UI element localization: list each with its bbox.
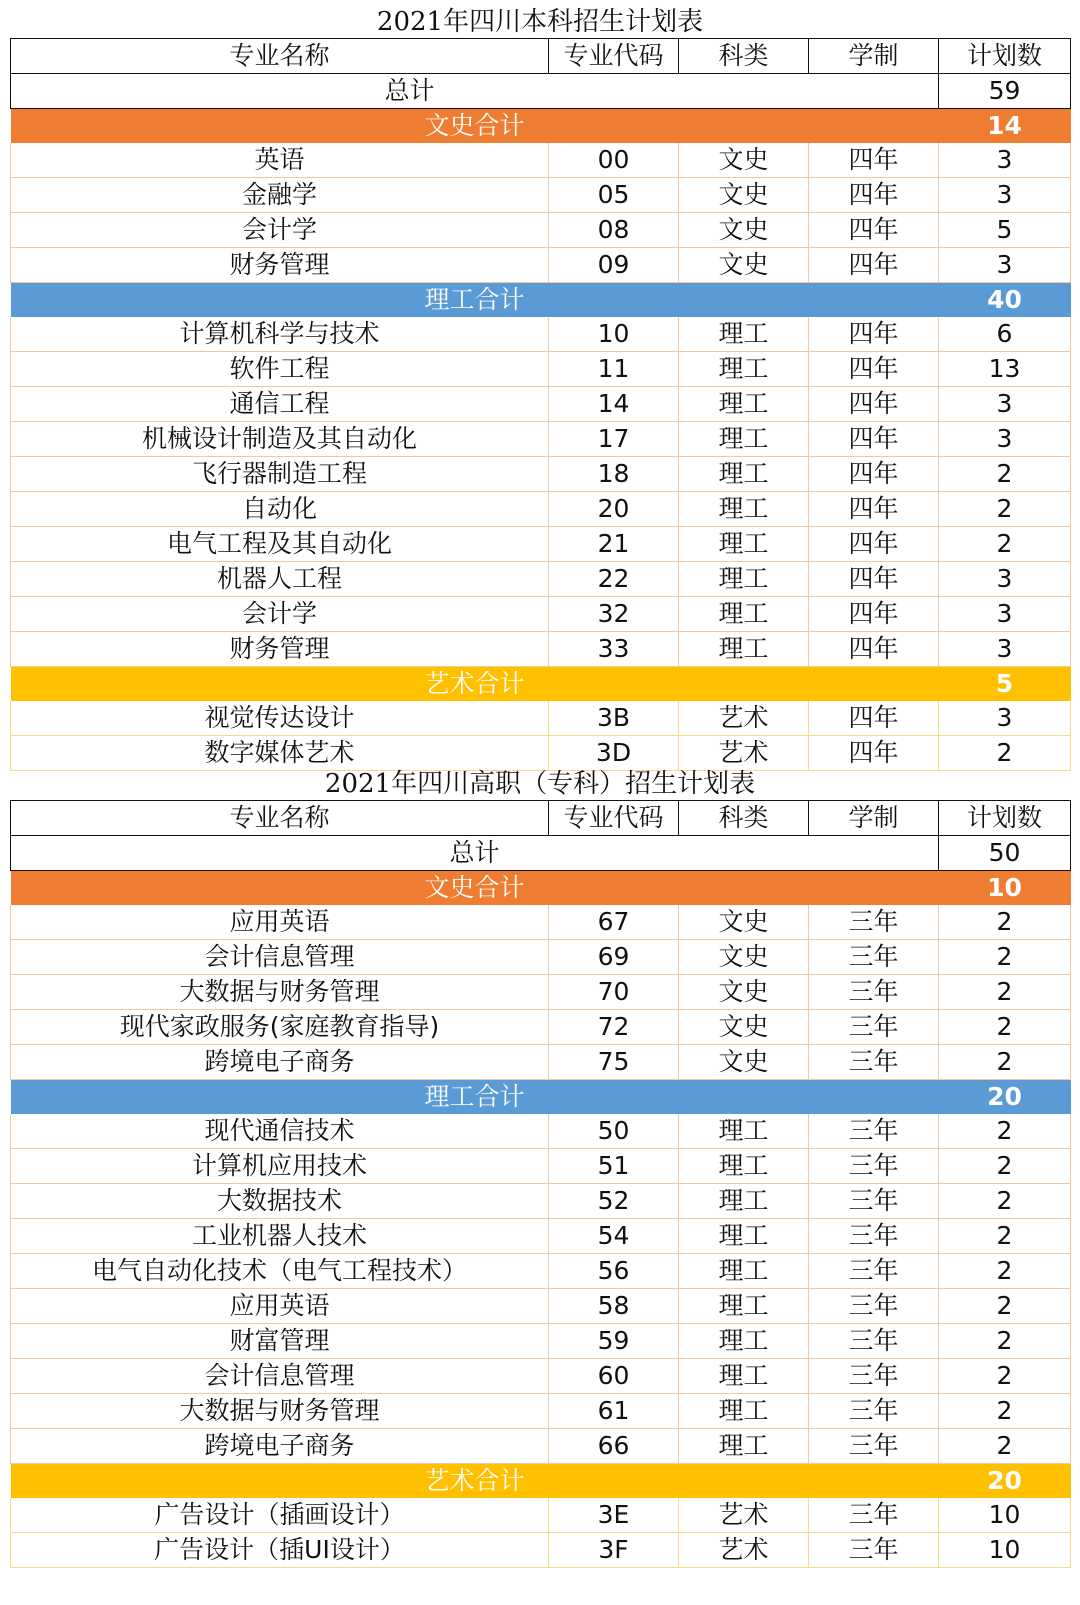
- major-code-cell: 51: [549, 1149, 679, 1184]
- plan-count-cell: 3: [939, 701, 1071, 736]
- major-code-cell: 10: [549, 317, 679, 352]
- major-code-cell: 70: [549, 975, 679, 1010]
- category-cell: 理工: [679, 422, 809, 457]
- plan-count-cell: 2: [939, 736, 1071, 771]
- duration-cell: 三年: [809, 1149, 939, 1184]
- undergrad-plan-block: [10, 0, 1070, 771]
- table-row: [11, 1324, 1071, 1359]
- plan-count-cell: 2: [939, 905, 1071, 940]
- group-summary-row: [11, 109, 1071, 144]
- table-row: [11, 387, 1071, 422]
- duration-cell: 四年: [809, 213, 939, 248]
- major-name-cell: 会计信息管理: [11, 1359, 549, 1394]
- major-name-cell: 跨境电子商务: [11, 1045, 549, 1080]
- major-name-cell: 软件工程: [11, 352, 549, 387]
- table-row: [11, 562, 1071, 597]
- category-cell: 理工: [679, 1254, 809, 1289]
- major-code-cell: 67: [549, 905, 679, 940]
- duration-cell: 三年: [809, 1045, 939, 1080]
- major-code-cell: 00: [549, 143, 679, 178]
- major-name-cell: 通信工程: [11, 387, 549, 422]
- table-row: [11, 422, 1071, 457]
- major-name-cell: 数字媒体艺术: [11, 736, 549, 771]
- group-label: 艺术合计: [11, 667, 939, 702]
- major-name-cell: 财务管理: [11, 632, 549, 667]
- group-count: 20: [939, 1464, 1071, 1499]
- group-count: 14: [939, 109, 1071, 144]
- duration-cell: 四年: [809, 457, 939, 492]
- category-cell: 理工: [679, 1219, 809, 1254]
- major-name-cell: 电气工程及其自动化: [11, 527, 549, 562]
- group-label: 理工合计: [11, 1080, 939, 1115]
- duration-cell: 四年: [809, 492, 939, 527]
- plan-count-cell: 3: [939, 562, 1071, 597]
- table-row: [11, 1533, 1071, 1568]
- header-category: 科类: [679, 39, 809, 74]
- plan-count-cell: 3: [939, 248, 1071, 283]
- major-code-cell: 52: [549, 1184, 679, 1219]
- table-row: [11, 1359, 1071, 1394]
- major-name-cell: 大数据与财务管理: [11, 975, 549, 1010]
- duration-cell: 四年: [809, 143, 939, 178]
- duration-cell: 四年: [809, 422, 939, 457]
- undergrad-plan-table: [10, 38, 1071, 771]
- plan-count-cell: 3: [939, 143, 1071, 178]
- plan-count-cell: 2: [939, 492, 1071, 527]
- duration-cell: 三年: [809, 1324, 939, 1359]
- plan-count-cell: 2: [939, 975, 1071, 1010]
- major-code-cell: 21: [549, 527, 679, 562]
- major-name-cell: 财务管理: [11, 248, 549, 283]
- duration-cell: 三年: [809, 905, 939, 940]
- plan-count-cell: 13: [939, 352, 1071, 387]
- duration-cell: 四年: [809, 387, 939, 422]
- major-name-cell: 广告设计（插画设计）: [11, 1498, 549, 1533]
- major-code-cell: 17: [549, 422, 679, 457]
- plan-count-cell: 2: [939, 457, 1071, 492]
- duration-cell: 四年: [809, 248, 939, 283]
- major-code-cell: 3F: [549, 1533, 679, 1568]
- duration-cell: 四年: [809, 562, 939, 597]
- plan-count-cell: 3: [939, 597, 1071, 632]
- table-row: [11, 1149, 1071, 1184]
- category-cell: 理工: [679, 1289, 809, 1324]
- plan-count-cell: 2: [939, 1394, 1071, 1429]
- header-duration: 学制: [809, 39, 939, 74]
- major-code-cell: 05: [549, 178, 679, 213]
- header-duration: 学制: [809, 801, 939, 836]
- group-summary-row: [11, 871, 1071, 906]
- duration-cell: 三年: [809, 1254, 939, 1289]
- header-major-code: 专业代码: [549, 39, 679, 74]
- table-row: [11, 975, 1071, 1010]
- major-code-cell: 22: [549, 562, 679, 597]
- group-label: 艺术合计: [11, 1464, 939, 1499]
- table-row: [11, 1498, 1071, 1533]
- category-cell: 艺术: [679, 1533, 809, 1568]
- category-cell: 理工: [679, 457, 809, 492]
- duration-cell: 三年: [809, 1289, 939, 1324]
- category-cell: 艺术: [679, 1498, 809, 1533]
- major-name-cell: 财富管理: [11, 1324, 549, 1359]
- table-row: [11, 1010, 1071, 1045]
- category-cell: 理工: [679, 562, 809, 597]
- major-name-cell: 机器人工程: [11, 562, 549, 597]
- major-code-cell: 3B: [549, 701, 679, 736]
- major-code-cell: 3D: [549, 736, 679, 771]
- table-row: [11, 527, 1071, 562]
- duration-cell: 四年: [809, 317, 939, 352]
- table-row: [11, 492, 1071, 527]
- plan-count-cell: 2: [939, 1114, 1071, 1149]
- group-count: 10: [939, 871, 1071, 906]
- major-code-cell: 56: [549, 1254, 679, 1289]
- duration-cell: 四年: [809, 701, 939, 736]
- major-name-cell: 大数据技术: [11, 1184, 549, 1219]
- major-code-cell: 59: [549, 1324, 679, 1359]
- category-cell: 理工: [679, 352, 809, 387]
- category-cell: 文史: [679, 143, 809, 178]
- table-row: [11, 1045, 1071, 1080]
- table-row: [11, 701, 1071, 736]
- major-code-cell: 54: [549, 1219, 679, 1254]
- major-code-cell: 33: [549, 632, 679, 667]
- group-count: 5: [939, 667, 1071, 702]
- major-code-cell: 11: [549, 352, 679, 387]
- plan-count-cell: 2: [939, 527, 1071, 562]
- major-code-cell: 60: [549, 1359, 679, 1394]
- table-row: [11, 1219, 1071, 1254]
- duration-cell: 四年: [809, 597, 939, 632]
- major-code-cell: 18: [549, 457, 679, 492]
- group-label: 文史合计: [11, 871, 939, 906]
- major-name-cell: 视觉传达设计: [11, 701, 549, 736]
- major-code-cell: 66: [549, 1429, 679, 1464]
- category-cell: 理工: [679, 387, 809, 422]
- group-count: 40: [939, 283, 1071, 318]
- major-name-cell: 会计学: [11, 597, 549, 632]
- major-name-cell: 英语: [11, 143, 549, 178]
- table-title: 2021年四川本科招生计划表: [376, 7, 704, 37]
- table-row: [11, 1114, 1071, 1149]
- table-row: [11, 317, 1071, 352]
- header-plan-count: 计划数: [939, 801, 1071, 836]
- plan-count-cell: 3: [939, 178, 1071, 213]
- category-cell: 理工: [679, 632, 809, 667]
- table-row: [11, 248, 1071, 283]
- plan-count-cell: 2: [939, 1184, 1071, 1219]
- category-cell: 理工: [679, 1394, 809, 1429]
- major-code-cell: 75: [549, 1045, 679, 1080]
- category-cell: 理工: [679, 492, 809, 527]
- major-code-cell: 69: [549, 940, 679, 975]
- duration-cell: 三年: [809, 1184, 939, 1219]
- plan-count-cell: 2: [939, 1045, 1071, 1080]
- total-row: [11, 836, 1071, 871]
- major-code-cell: 3E: [549, 1498, 679, 1533]
- table-row: [11, 597, 1071, 632]
- plan-count-cell: 10: [939, 1533, 1071, 1568]
- table-row: [11, 143, 1071, 178]
- duration-cell: 三年: [809, 1219, 939, 1254]
- total-count: 50: [939, 836, 1071, 871]
- category-cell: 文史: [679, 975, 809, 1010]
- plan-count-cell: 2: [939, 1429, 1071, 1464]
- plan-count-cell: 2: [939, 1289, 1071, 1324]
- major-name-cell: 应用英语: [11, 1289, 549, 1324]
- duration-cell: 三年: [809, 1533, 939, 1568]
- major-name-cell: 会计信息管理: [11, 940, 549, 975]
- table-row: [11, 213, 1071, 248]
- plan-count-cell: 2: [939, 1324, 1071, 1359]
- category-cell: 理工: [679, 1149, 809, 1184]
- category-cell: 理工: [679, 1359, 809, 1394]
- group-summary-row: [11, 1080, 1071, 1115]
- category-cell: 文史: [679, 178, 809, 213]
- plan-count-cell: 10: [939, 1498, 1071, 1533]
- table-title: 2021年四川高职（专科）招生计划表: [324, 769, 756, 799]
- header-plan-count: 计划数: [939, 39, 1071, 74]
- category-cell: 文史: [679, 905, 809, 940]
- table-row: [11, 1254, 1071, 1289]
- duration-cell: 三年: [809, 1394, 939, 1429]
- header-major-name: 专业名称: [11, 39, 549, 74]
- major-name-cell: 应用英语: [11, 905, 549, 940]
- major-name-cell: 飞行器制造工程: [11, 457, 549, 492]
- major-name-cell: 机械设计制造及其自动化: [11, 422, 549, 457]
- major-name-cell: 会计学: [11, 213, 549, 248]
- major-name-cell: 计算机科学与技术: [11, 317, 549, 352]
- major-name-cell: 大数据与财务管理: [11, 1394, 549, 1429]
- major-code-cell: 58: [549, 1289, 679, 1324]
- category-cell: 理工: [679, 1429, 809, 1464]
- major-name-cell: 金融学: [11, 178, 549, 213]
- plan-count-cell: 3: [939, 422, 1071, 457]
- category-cell: 理工: [679, 597, 809, 632]
- plan-count-cell: 3: [939, 387, 1071, 422]
- table-row: [11, 457, 1071, 492]
- table-row: [11, 940, 1071, 975]
- major-code-cell: 08: [549, 213, 679, 248]
- plan-count-cell: 3: [939, 632, 1071, 667]
- duration-cell: 三年: [809, 975, 939, 1010]
- duration-cell: 四年: [809, 632, 939, 667]
- header-major-code: 专业代码: [549, 801, 679, 836]
- duration-cell: 三年: [809, 940, 939, 975]
- category-cell: 文史: [679, 1045, 809, 1080]
- duration-cell: 三年: [809, 1359, 939, 1394]
- table-row: [11, 1289, 1071, 1324]
- table-header-row: [11, 801, 1071, 836]
- table-row: [11, 905, 1071, 940]
- major-code-cell: 50: [549, 1114, 679, 1149]
- category-cell: 文史: [679, 213, 809, 248]
- category-cell: 艺术: [679, 736, 809, 771]
- category-cell: 文史: [679, 940, 809, 975]
- group-count: 20: [939, 1080, 1071, 1115]
- plan-count-cell: 2: [939, 1219, 1071, 1254]
- duration-cell: 三年: [809, 1429, 939, 1464]
- duration-cell: 四年: [809, 352, 939, 387]
- table-row: [11, 1429, 1071, 1464]
- category-cell: 理工: [679, 527, 809, 562]
- major-name-cell: 自动化: [11, 492, 549, 527]
- table-row: [11, 1184, 1071, 1219]
- total-row: [11, 74, 1071, 109]
- total-label: 总计: [11, 836, 939, 871]
- major-code-cell: 09: [549, 248, 679, 283]
- category-cell: 理工: [679, 317, 809, 352]
- table-row: [11, 178, 1071, 213]
- major-code-cell: 20: [549, 492, 679, 527]
- category-cell: 文史: [679, 1010, 809, 1045]
- table-row: [11, 632, 1071, 667]
- group-label: 理工合计: [11, 283, 939, 318]
- category-cell: 理工: [679, 1114, 809, 1149]
- duration-cell: 四年: [809, 527, 939, 562]
- duration-cell: 四年: [809, 178, 939, 213]
- major-name-cell: 跨境电子商务: [11, 1429, 549, 1464]
- group-label: 文史合计: [11, 109, 939, 144]
- vocational-plan-block: [10, 762, 1070, 1568]
- total-count: 59: [939, 74, 1071, 109]
- major-name-cell: 电气自动化技术（电气工程技术）: [11, 1254, 549, 1289]
- table-header-row: [11, 39, 1071, 74]
- plan-count-cell: 2: [939, 940, 1071, 975]
- major-code-cell: 61: [549, 1394, 679, 1429]
- total-label: 总计: [11, 74, 939, 109]
- group-summary-row: [11, 283, 1071, 318]
- plan-count-cell: 2: [939, 1010, 1071, 1045]
- plan-count-cell: 2: [939, 1359, 1071, 1394]
- major-code-cell: 72: [549, 1010, 679, 1045]
- plan-count-cell: 2: [939, 1254, 1071, 1289]
- major-code-cell: 32: [549, 597, 679, 632]
- table-row: [11, 1394, 1071, 1429]
- category-cell: 文史: [679, 248, 809, 283]
- category-cell: 理工: [679, 1184, 809, 1219]
- category-cell: 理工: [679, 1324, 809, 1359]
- header-major-name: 专业名称: [11, 801, 549, 836]
- plan-count-cell: 6: [939, 317, 1071, 352]
- major-name-cell: 现代通信技术: [11, 1114, 549, 1149]
- category-cell: 艺术: [679, 701, 809, 736]
- major-name-cell: 工业机器人技术: [11, 1219, 549, 1254]
- vocational-plan-table: [10, 800, 1071, 1568]
- major-code-cell: 14: [549, 387, 679, 422]
- duration-cell: 三年: [809, 1010, 939, 1045]
- plan-count-cell: 5: [939, 213, 1071, 248]
- header-category: 科类: [679, 801, 809, 836]
- duration-cell: 三年: [809, 1498, 939, 1533]
- major-name-cell: 计算机应用技术: [11, 1149, 549, 1184]
- duration-cell: 四年: [809, 736, 939, 771]
- major-name-cell: 现代家政服务(家庭教育指导): [11, 1010, 549, 1045]
- duration-cell: 三年: [809, 1114, 939, 1149]
- plan-count-cell: 2: [939, 1149, 1071, 1184]
- group-summary-row: [11, 1464, 1071, 1499]
- group-summary-row: [11, 667, 1071, 702]
- major-name-cell: 广告设计（插UI设计）: [11, 1533, 549, 1568]
- table-row: [11, 352, 1071, 387]
